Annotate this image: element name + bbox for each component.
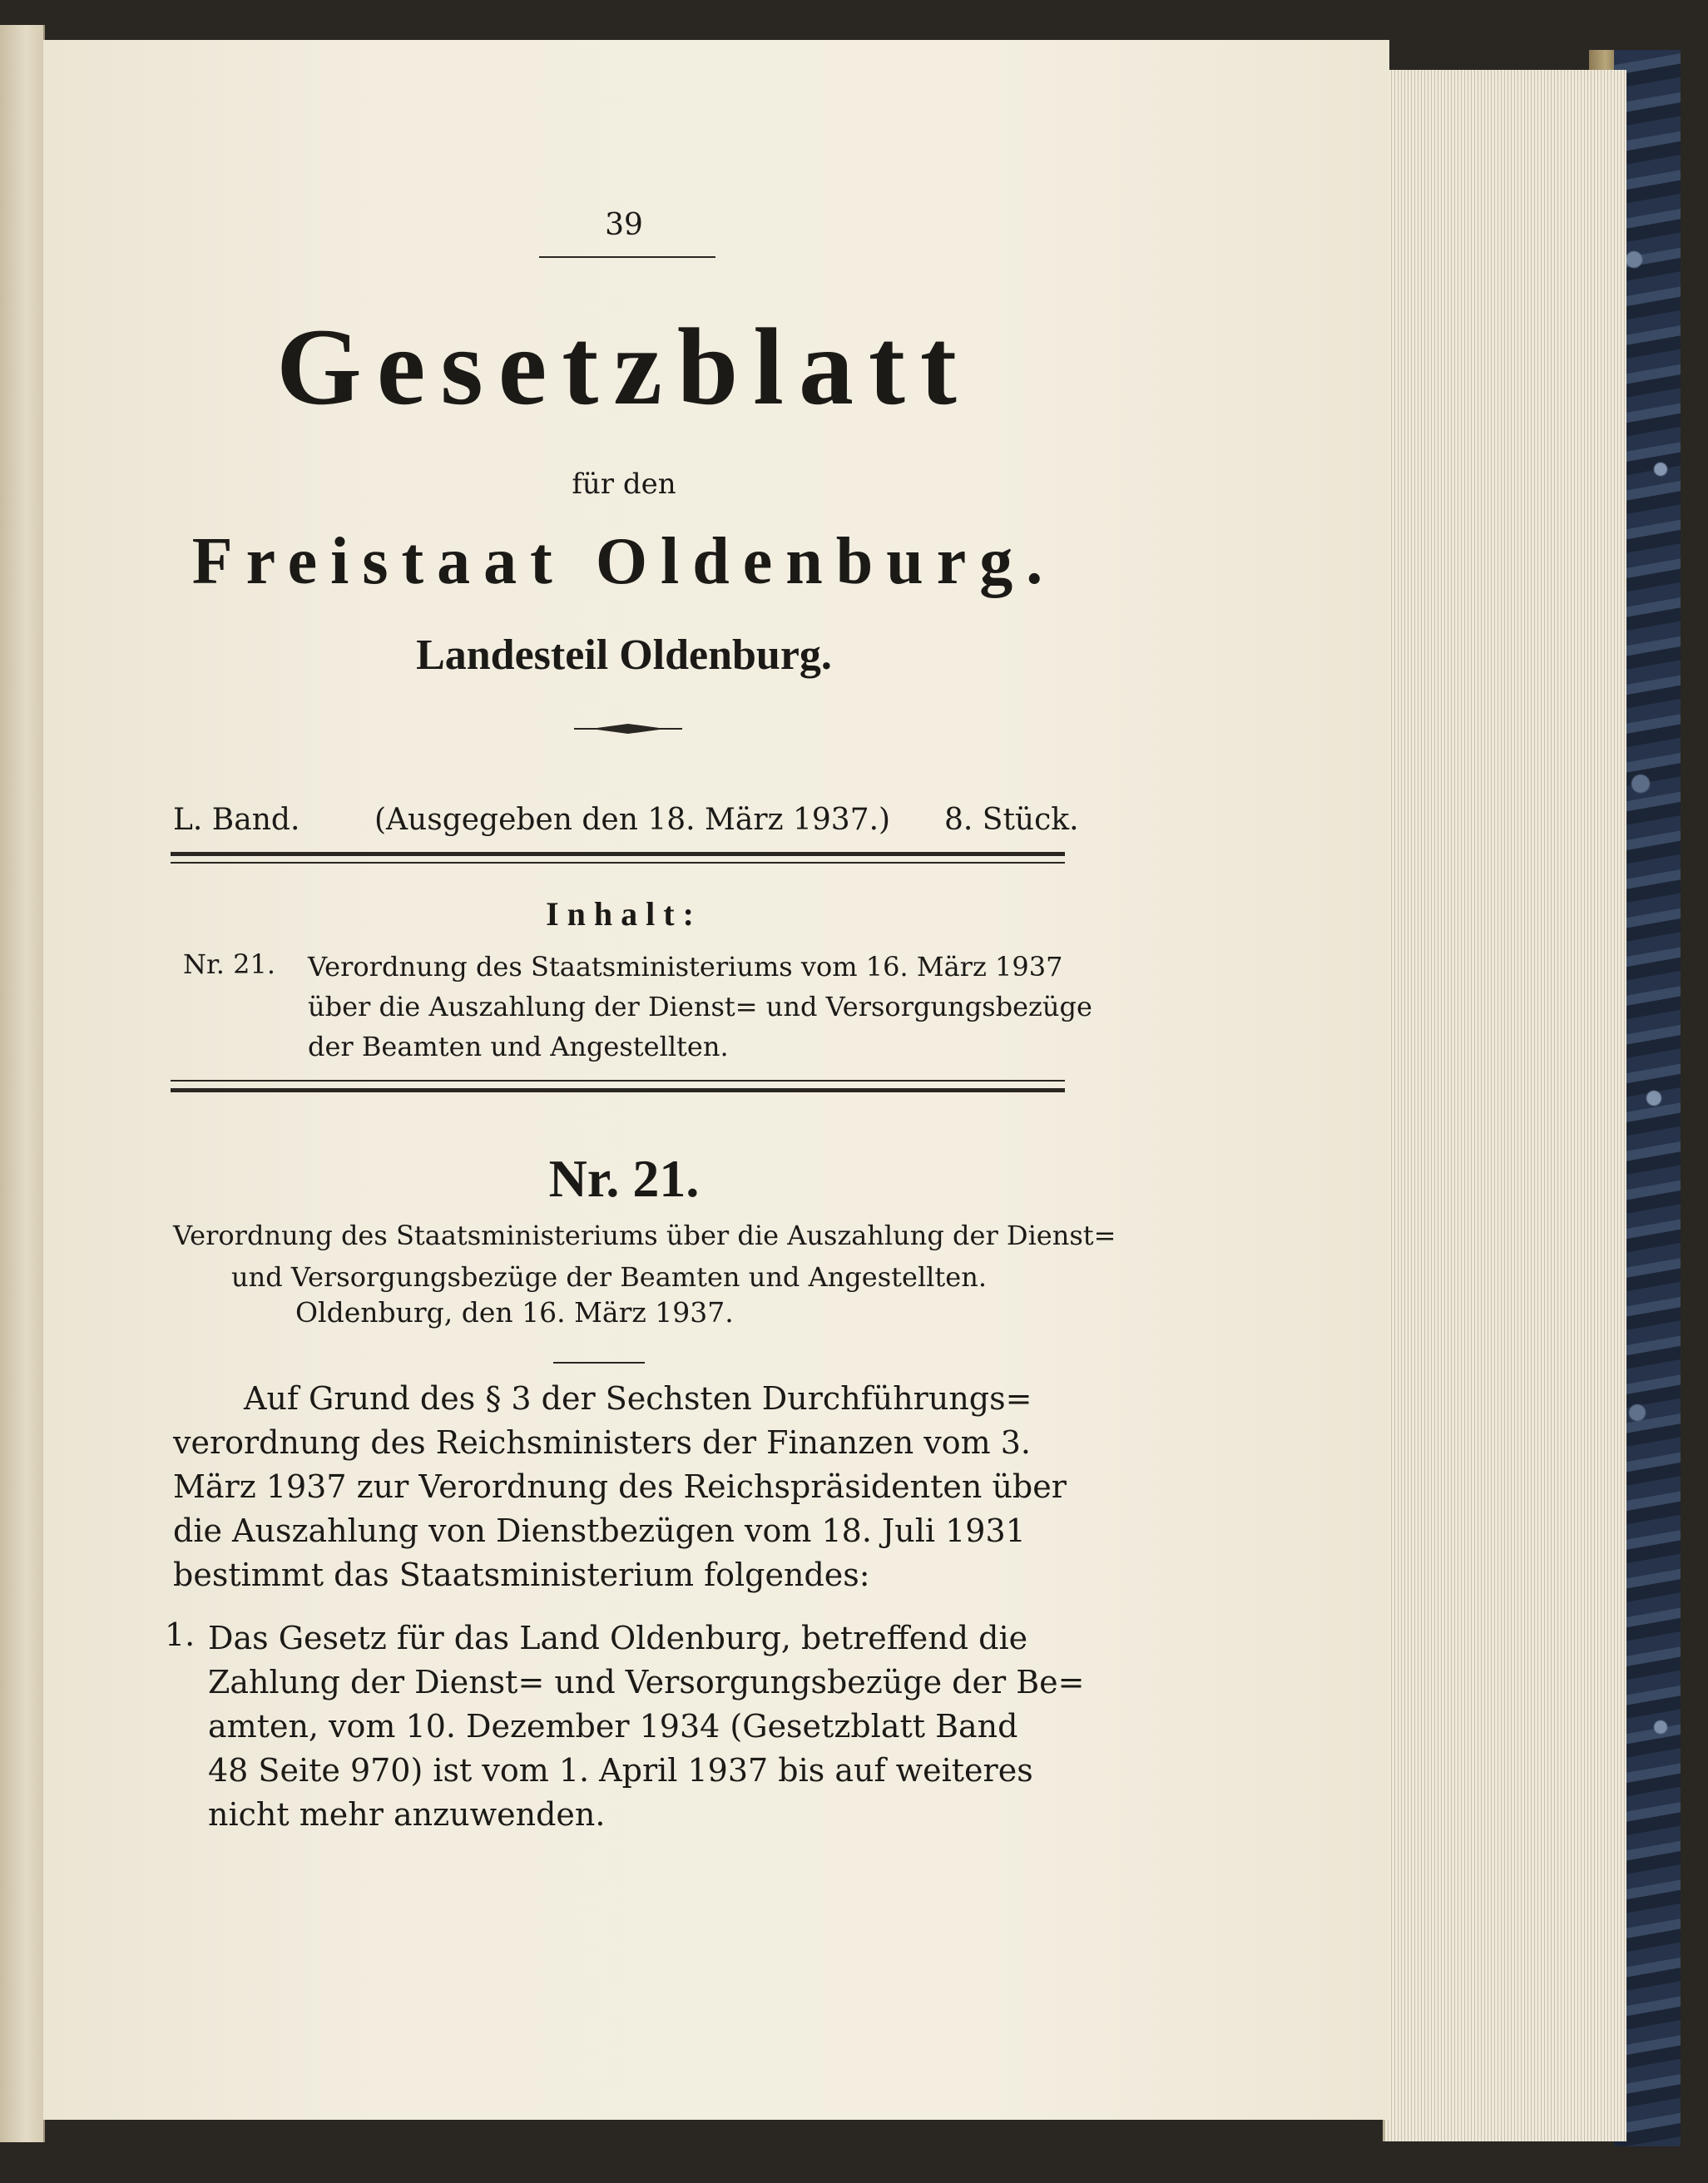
page-number-rule [539, 256, 715, 258]
contents-rule-thin [171, 1080, 1065, 1082]
body-line: März 1937 zur Verordnung des Reichspräsidenten über [173, 1468, 1067, 1505]
list-item-line: amten, vom 10. Dezember 1934 (Gesetzblatt Band [208, 1708, 1018, 1745]
title-connector: für den [572, 468, 676, 501]
body-paragraph [173, 1377, 1067, 1597]
section-subtitle [173, 1215, 1116, 1298]
contents-entry-line: der Beamten und Angestellten. [308, 1031, 729, 1062]
list-item-line: Das Gesetz für das Land Oldenburg, betreffend die [208, 1620, 1028, 1656]
body-line: die Auszahlung von Dienstbezügen vom 18. Juli 1931 [173, 1512, 1026, 1549]
body-line: verordnung des Reichsministers der Finanzen vom 3. [173, 1424, 1031, 1461]
section-subtitle-line: und Versorgungsbezüge der Beamten und Angestellten. [231, 1261, 987, 1293]
contents-entry-text [308, 947, 1092, 1067]
issue-number: 8. Stück. [944, 803, 1079, 837]
ornament-rule [574, 722, 682, 735]
state-name: Freistaat Oldenburg. [191, 525, 1057, 598]
list-item-line: Zahlung der Dienst= und Versorgungsbezüge der Be= [208, 1664, 1085, 1700]
contents-entry-line: Verordnung des Staatsministeriums vom 16. März 1937 [308, 951, 1063, 983]
section-date: Oldenburg, den 16. März 1937. [295, 1296, 734, 1329]
date-rule [553, 1362, 645, 1364]
list-item-line: nicht mehr anzuwenden. [208, 1796, 606, 1833]
issue-rule-thick [171, 852, 1065, 856]
issue-rule-thin [171, 862, 1065, 864]
gazette-title: Gesetzblatt [276, 305, 972, 428]
list-item-number: 1. [165, 1616, 196, 1653]
body-line: bestimmt das Staatsministerium folgendes: [173, 1557, 870, 1593]
contents-entry-line: über die Auszahlung der Dienst= und Versorgungsbezüge [308, 991, 1092, 1022]
section-subtitle-line: Verordnung des Staatsministeriums über die Auszahlung der Dienst= [173, 1220, 1116, 1251]
section-heading: Nr. 21. [548, 1149, 700, 1208]
issue-date: (Ausgegeben den 18. März 1937.) [374, 803, 891, 837]
contents-rule-thick [171, 1088, 1065, 1092]
contents-entry-number: Nr. 21. [183, 948, 276, 980]
page-number: 39 [605, 208, 643, 242]
contents-heading: Inhalt: [546, 895, 702, 933]
list-item-text [208, 1616, 1085, 1837]
body-line: Auf Grund des § 3 der Sechsten Durchführungs= [244, 1380, 1032, 1417]
volume-label: L. Band. [173, 803, 300, 837]
list-item-line: 48 Seite 970) ist vom 1. April 1937 bis auf weiteres [208, 1752, 1033, 1789]
region-name: Landesteil Oldenburg. [416, 631, 832, 679]
